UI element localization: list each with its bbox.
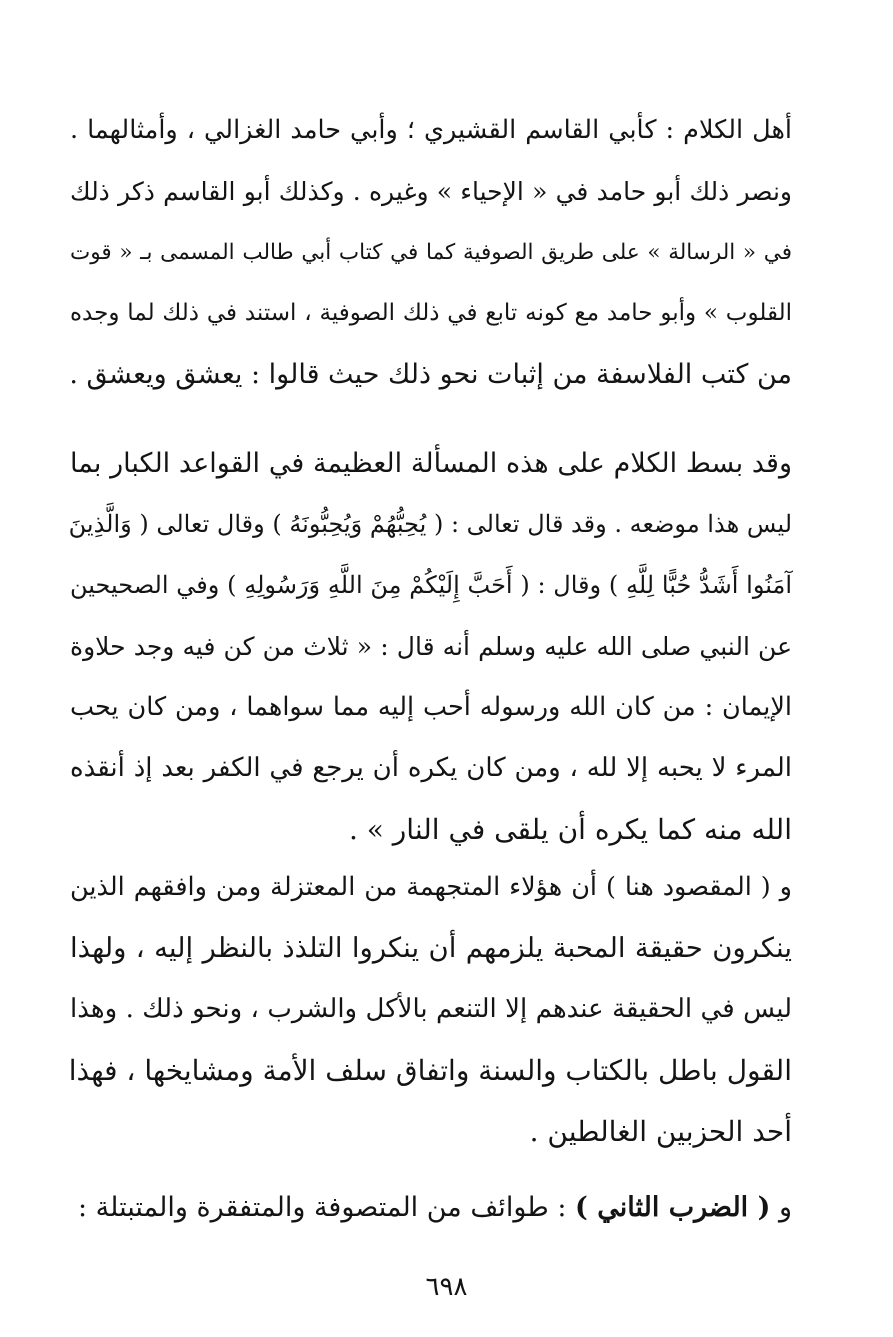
paragraph-1	[70, 100, 792, 405]
text-line: ليس في الحقيقة عندهم إلا التنعم بالأكل والشرب ، ونحو ذلك . وهذا	[70, 994, 792, 1024]
text-line: ونصر ذلك أبو حامد في « الإحياء » وغيره . وكذلك أبو القاسم ذكر ذلك	[70, 177, 792, 206]
text-line: آمَنُوا أَشَدُّ حُبًّا لِلَّهِ ) وقال : ( أَحَبَّ إِلَيْكُمْ مِنَ اللَّهِ وَرَسُولِهِ ) وفي الصحيحين	[70, 571, 792, 599]
closing-text: : طوائف من المتصوفة والمتفقرة والمتبتلة :	[77, 1192, 567, 1223]
text-line: الله منه كما يكره أن يلقى في النار » .	[348, 813, 792, 846]
text-line: ينكرون حقيقة المحبة يلزمهم أن ينكروا التلذذ بالنظر إليه ، ولهذا	[70, 932, 792, 964]
paragraph-2	[70, 433, 792, 860]
text-line: القول باطل بالكتاب والسنة واتفاق سلف الأمة ومشايخها ، فهذا	[68, 1054, 792, 1087]
text-line: عن النبي صلى الله عليه وسلم أنه قال : « ثلاث من كن فيه وجد حلاوة	[70, 632, 792, 661]
closing-line	[70, 1177, 792, 1238]
section-heading: ( الضرب الثاني )	[575, 1192, 771, 1223]
text-line: المرء لا يحبه إلا لله ، ومن كان يكره أن يرجع في الكفر بعد إذ أنقذه	[70, 753, 792, 783]
text-line: وقد بسط الكلام على هذه المسألة العظيمة في القواعد الكبار بما	[70, 448, 792, 479]
text-line	[70, 1177, 792, 1238]
text-line: أحد الحزبين الغالطين .	[529, 1115, 792, 1148]
closing-prefix: و	[778, 1192, 792, 1223]
text-line: من كتب الفلاسفة من إثبات نحو ذلك حيث قالوا : يعشق ويعشق .	[69, 359, 792, 390]
paragraph-3	[70, 857, 792, 1162]
text-line: ليس هذا موضعه . وقد قال تعالى : ( يُحِبُّهُمْ وَيُحِبُّونَهُ ) وقال تعالى ( وَالَّذِينَ	[68, 510, 792, 538]
text-line: أهل الكلام : كأبي القاسم القشيري ؛ وأبي حامد الغزالي ، وأمثالهما .	[70, 115, 792, 145]
text-line: القلوب » وأبو حامد مع كونه تابع في ذلك الصوفية ، استند في ذلك لما وجده	[70, 300, 792, 326]
page-number: ٦٩٨	[425, 1272, 468, 1302]
text-line: الإيمان : من كان الله ورسوله أحب إليه مما سواهما ، ومن كان يحب	[70, 692, 792, 722]
text-line: و ( المقصود هنا ) أن هؤلاء المتجهمة من المعتزلة ومن وافقهم الذين	[70, 872, 792, 902]
text-line: في « الرسالة » على طريق الصوفية كما في كتاب أبي طالب المسمى بـ « قوت	[70, 240, 792, 265]
